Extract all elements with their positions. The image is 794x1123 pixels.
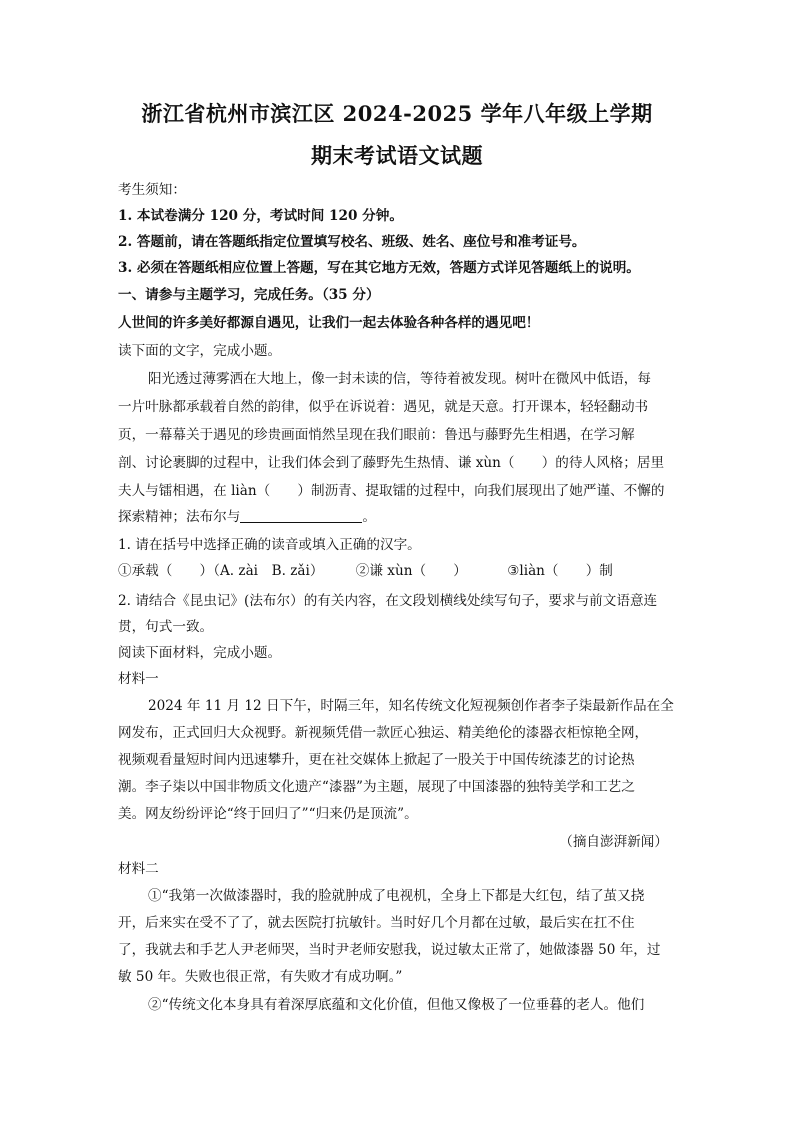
question-1: 1. 请在括号中选择正确的读音或填入正确的汉字。 [118,537,421,553]
notice-item-2: 2. 答题前，请在答题纸指定位置填写校名、班级、姓名、座位号和准考证号。 [118,234,586,250]
passage-line-2: 一片叶脉都承载着自然的韵律，似乎在诉说着：遇见，就是天意。打开课本，轻轻翻动书 [118,399,649,415]
exam-title-line1: 浙江省杭州市滨江区 2024-2025 学年八年级上学期 [141,101,653,126]
exam-title-line2: 期末考试语文试题 [311,143,483,168]
section-intro: 人世间的许多美好都源自遇见，让我们一起去体验各种各样的遇见吧！ [118,315,540,331]
material1-line-4: 潮。李子柒以中国非物质文化遗产“漆器”为主题，展现了中国漆器的独特美学和工艺之 [118,779,635,795]
material1-line-3: 视频观看量短时间内迅速攀升，更在社交媒体上掀起了一股关于中国传统漆艺的讨论热 [118,752,635,768]
material2-line-4: 敏 50 年。失败也很正常，有失败才有成功啊。” [118,969,403,985]
material2-line-5: ②“传统文化本身具有着深厚底蕴和文化价值，但他又像极了一位垂暮的老人。他们 [148,997,645,1013]
material1-line-5: 美。网友纷纷评论“终于回归了”“归来仍是顶流”。 [118,806,418,822]
passage-line-5: 夫人与镭相遇，在 liàn（ ）制沥青、提取镭的过程中，向我们展现出了她严谨、不懈的 [118,483,665,499]
q1-option-3: ③liàn（ ）制 [507,563,613,579]
material2-line-1: ①“我第一次做漆器时，我的脸就肿成了电视机，全身上下都是大红包，结了茧又挠 [148,888,645,904]
material2-line-2: 开，后来实在受不了了，就去医院打抗敏针。当时好几个月都在过敏，最后实在扛不住 [118,915,635,931]
notice-item-1: 1. 本试卷满分 120 分，考试时间 120 分钟。 [118,208,403,224]
q1-option-1: ①承载（ ）（A. zài B. zǎi） [118,563,324,579]
passage-line-3: 页，一幕幕关于遇见的珍贵画面悄然呈现在我们眼前：鲁迅与藤野先生相遇，在学习解 [118,427,635,443]
question-2-line2: 贯，句式一致。 [118,619,214,635]
material1-label: 材料一 [118,671,159,687]
notice-heading: 考生须知： [118,182,186,198]
passage-line-6 [118,507,678,527]
notice-item-3: 3. 必须在答题纸相应位置上答题，写在其它地方无效，答题方式详见答题纸上的说明。 [118,260,640,276]
read-prompt: 读下面的文字，完成小题。 [118,343,282,359]
passage-end-mark: 。 [362,509,376,525]
fill-blank-line[interactable] [240,508,362,523]
passage-line-1: 阳光透过薄雾洒在大地上，像一封未读的信，等待着被发现。树叶在微风中低语，每 [148,371,651,387]
passage-line-4: 剖、讨论裹脚的过程中，让我们体会到了藤野先生热情、谦 xùn（ ）的待人风格；居里 [118,455,665,471]
question-2-line1: 2. 请结合《昆虫记》(法布尔）的有关内容，在文段划横线处续写句子，要求与前文语意连 [118,593,658,609]
material1-line-1: 2024 年 11 月 12 日下午，时隔三年，知名传统文化短视频创作者李子柒最新作品在全 [148,698,674,714]
section-heading: 一、请参与主题学习，完成任务。（35 分） [118,287,380,303]
material2-line-3: 了，我就去和手艺人尹老师哭，当时尹老师安慰我，说过敏太正常了，她做漆器 50 年，过 [118,942,661,958]
question-1-options [118,561,678,581]
material2-label-text: 材料二 [118,861,159,877]
material1-line-2: 网发布，正式回归大众视野。新视频凭借一款匠心独运、精美绝伦的漆器衣柜惊艳全网， [118,725,649,741]
material1-source: （摘自澎湃新闻） [559,834,668,850]
q1-option-2: ②谦 xùn（ ） [355,563,467,579]
passage-line-6-text: 探索精神；法布尔与 [118,509,241,525]
read-prompt-2: 阅读下面材料，完成小题。 [118,645,282,661]
